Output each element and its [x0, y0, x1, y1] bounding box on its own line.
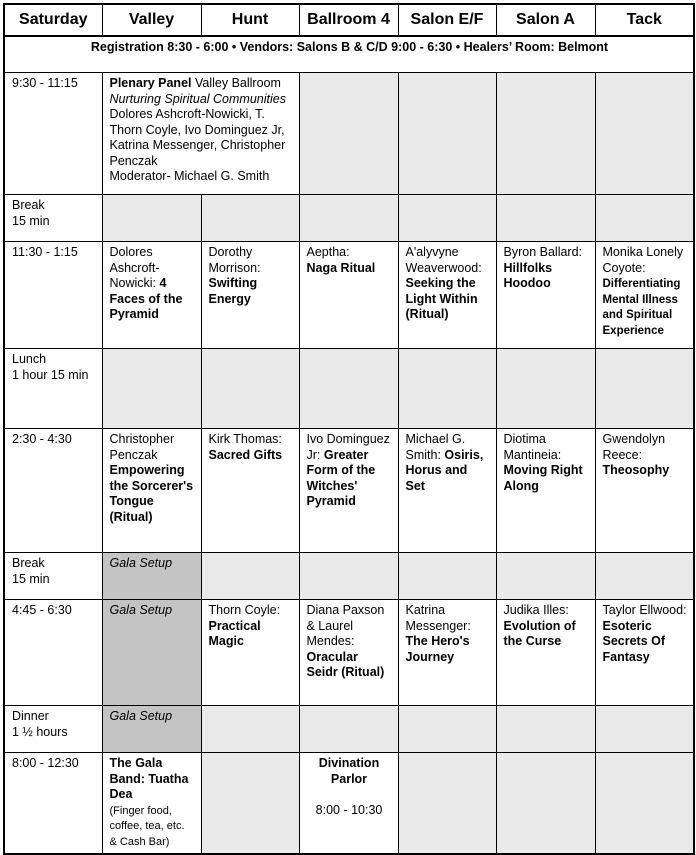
- session-salon-ef: [398, 429, 496, 553]
- header-salon-ef: Salon E/F: [398, 4, 496, 36]
- empty-cell: [398, 706, 496, 753]
- gala-setup-cell: Gala Setup: [102, 706, 201, 753]
- session-title: Evolution of the Curse: [503, 618, 576, 648]
- session-title: Greater Form of the Witches' Pyramid: [306, 447, 376, 508]
- session-title: Seeking the Light Within (Ritual): [405, 276, 478, 321]
- plenary-location: Valley Ballroom: [191, 76, 281, 90]
- empty-cell: [595, 73, 694, 195]
- header-ballroom-4: Ballroom 4: [299, 4, 398, 36]
- session-salon-ef: [398, 600, 496, 706]
- empty-cell: [595, 706, 694, 753]
- header-row: [4, 4, 694, 36]
- session-presenter: Diotima Mantineia:: [503, 432, 562, 462]
- empty-cell: [299, 553, 398, 600]
- empty-cell: [201, 195, 299, 242]
- plenary-panelists: Dolores Ashcroft-Nowicki, T. Thorn Coyle, Ivo Dominguez Jr, Katrina Messenger, Christopher Penczak: [109, 107, 286, 168]
- time-slot-duration: 15 min: [12, 213, 50, 228]
- session-tack: [595, 600, 694, 706]
- empty-cell: [299, 706, 398, 753]
- gala-band-cell: [102, 753, 201, 855]
- session-presenter: Judika Illes:: [503, 603, 569, 617]
- session-presenter: Aeptha:: [306, 245, 350, 259]
- empty-cell: [595, 753, 694, 855]
- table-row: [4, 553, 694, 600]
- registration-banner: Registration 8:30 - 6:00 • Vendors: Salons B & C/D 9:00 - 6:30 • Healers’ Room: Belmont: [4, 36, 694, 73]
- session-presenter: Katrina Messenger:: [405, 603, 471, 633]
- header-hunt: Hunt: [201, 4, 299, 36]
- empty-cell: [398, 195, 496, 242]
- empty-cell: [398, 753, 496, 855]
- session-title: Esoteric Secrets Of Fantasy: [602, 618, 666, 664]
- session-title: Sacred Gifts: [208, 447, 283, 462]
- empty-cell: [496, 349, 595, 429]
- empty-cell: [595, 195, 694, 242]
- session-hunt: [201, 600, 299, 706]
- plenary-subtitle: Nurturing Spiritual Communities: [109, 91, 286, 106]
- session-hunt: [201, 429, 299, 553]
- session-title: 4 Faces of the Pyramid: [109, 276, 183, 321]
- session-hunt: [201, 242, 299, 349]
- time-slot: 9:30 - 11:15: [4, 73, 102, 195]
- plenary-panel-cell: [102, 73, 299, 195]
- session-tack: [595, 242, 694, 349]
- divination-time: 8:00 - 10:30: [315, 802, 383, 817]
- gala-title: The Gala Band: Tuatha Dea: [109, 756, 189, 801]
- banner-row: [4, 36, 694, 73]
- gala-setup-cell: Gala Setup: [102, 600, 201, 706]
- session-tack: [595, 429, 694, 553]
- session-ballroom-4: [299, 600, 398, 706]
- schedule-table: [3, 3, 695, 855]
- table-row: [4, 73, 694, 195]
- empty-cell: [201, 753, 299, 855]
- table-row: [4, 349, 694, 429]
- session-salon-a: [496, 600, 595, 706]
- time-slot-duration: 1 hour 15 min: [12, 367, 89, 382]
- time-slot: 11:30 - 1:15: [4, 242, 102, 349]
- session-title: Empowering the Sorcerer's Tongue (Ritual): [109, 463, 194, 524]
- session-title: Hillfolks Hoodoo: [503, 260, 553, 290]
- empty-cell: [299, 73, 398, 195]
- time-slot: 2:30 - 4:30: [4, 429, 102, 553]
- session-title: Naga Ritual: [306, 260, 376, 275]
- time-slot: 8:00 - 12:30: [4, 753, 102, 855]
- empty-cell: [595, 349, 694, 429]
- session-title: Oracular Seidr (Ritual): [306, 649, 385, 679]
- session-title: The Hero's Journey: [405, 634, 470, 664]
- session-title: Theosophy: [602, 463, 670, 477]
- session-presenter: Ivo Dominguez Jr:: [306, 432, 390, 462]
- header-day: Saturday: [4, 4, 102, 36]
- session-title: Differentiating Mental Illness and Spiritual Experience: [602, 278, 681, 337]
- table-row: [4, 600, 694, 706]
- session-salon-a: [496, 429, 595, 553]
- session-presenter: Dolores Ashcroft-Nowicki:: [109, 245, 160, 290]
- table-row: [4, 195, 694, 242]
- empty-cell: [398, 553, 496, 600]
- empty-cell: [496, 73, 595, 195]
- header-tack: Tack: [595, 4, 694, 36]
- gala-setup-cell: Gala Setup: [102, 553, 201, 600]
- time-slot-label: Dinner: [12, 709, 49, 723]
- table-row: [4, 753, 694, 855]
- session-title: Practical Magic: [208, 618, 261, 648]
- empty-cell: [496, 753, 595, 855]
- table-row: [4, 706, 694, 753]
- session-presenter: Taylor Ellwood:: [602, 603, 687, 617]
- empty-cell: [102, 195, 201, 242]
- empty-cell: [201, 553, 299, 600]
- session-salon-a: [496, 242, 595, 349]
- session-title: Osiris, Horus and Set: [405, 447, 484, 493]
- empty-cell: [496, 195, 595, 242]
- time-slot-duration: 15 min: [12, 571, 50, 586]
- table-row: [4, 429, 694, 553]
- session-valley: [102, 429, 201, 553]
- time-slot: 4:45 - 6:30: [4, 600, 102, 706]
- empty-cell: [398, 73, 496, 195]
- empty-cell: [595, 553, 694, 600]
- session-presenter: Monika Lonely Coyote:: [602, 245, 684, 275]
- session-presenter: Christopher Penczak: [109, 432, 175, 462]
- plenary-title: Plenary Panel: [109, 76, 192, 90]
- time-slot-duration: 1 ½ hours: [12, 724, 68, 739]
- session-presenter: Diana Paxson & Laurel Mendes:: [306, 603, 385, 648]
- session-presenter: Dorothy Morrison:: [208, 245, 261, 275]
- empty-cell: [496, 553, 595, 600]
- time-slot-label: Break: [12, 556, 45, 570]
- table-row: [4, 242, 694, 349]
- session-presenter: A'alyvyne Weaverwood:: [405, 245, 482, 275]
- empty-cell: [201, 706, 299, 753]
- session-title: Swifting Energy: [208, 276, 258, 306]
- session-salon-ef: [398, 242, 496, 349]
- time-slot: [4, 706, 102, 753]
- session-presenter: Michael G. Smith:: [405, 432, 466, 462]
- header-salon-a: Salon A: [496, 4, 595, 36]
- time-slot: [4, 349, 102, 429]
- empty-cell: [398, 349, 496, 429]
- time-slot: [4, 195, 102, 242]
- session-presenter: Byron Ballard:: [503, 245, 583, 259]
- empty-cell: [201, 349, 299, 429]
- session-ballroom-4: [299, 429, 398, 553]
- empty-cell: [496, 706, 595, 753]
- gala-note: (Finger food, coffee, tea, etc. & Cash Bar): [109, 804, 185, 848]
- time-slot: [4, 553, 102, 600]
- header-valley: Valley: [102, 4, 201, 36]
- plenary-moderator: Moderator- Michael G. Smith: [109, 169, 270, 183]
- divination-title: Divination Parlor: [318, 756, 380, 786]
- session-title: Moving Right Along: [503, 463, 583, 493]
- empty-cell: [299, 349, 398, 429]
- divination-parlor-cell: [299, 753, 398, 855]
- time-slot-label: Lunch: [12, 352, 47, 366]
- session-valley: [102, 242, 201, 349]
- empty-cell: [102, 349, 201, 429]
- session-presenter: Gwendolyn Reece:: [602, 432, 666, 462]
- empty-cell: [299, 195, 398, 242]
- session-presenter: Thorn Coyle:: [208, 603, 281, 617]
- session-ballroom-4: [299, 242, 398, 349]
- time-slot-label: Break: [12, 198, 45, 212]
- session-presenter: Kirk Thomas:: [208, 432, 282, 446]
